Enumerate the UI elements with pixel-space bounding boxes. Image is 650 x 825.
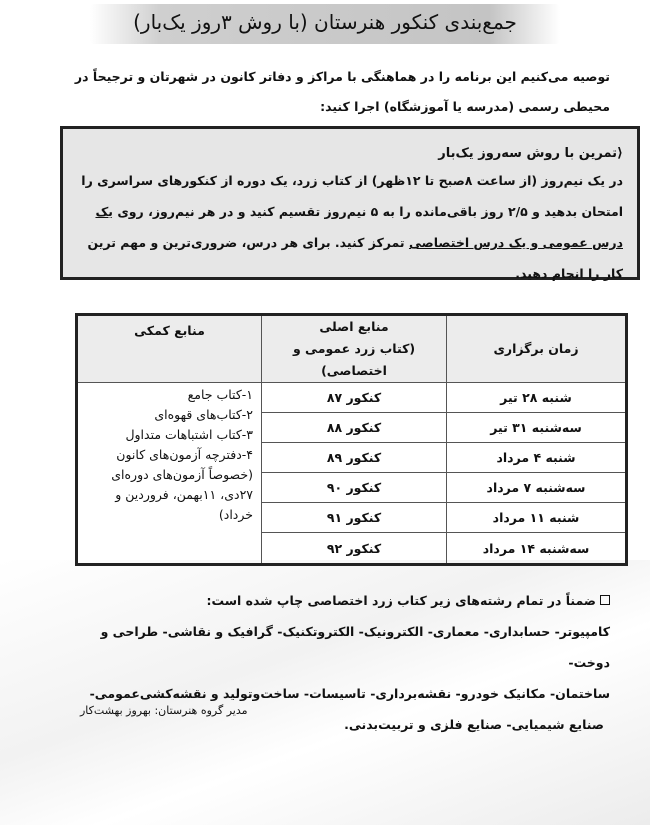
date-cell: شنبه ۴ مرداد [447,443,627,473]
source-cell: کنکور ۹۰ [262,473,447,503]
header-main-source-title: منابع اصلی [319,319,389,334]
fields-note-heading [70,585,610,616]
method-heading [77,143,623,165]
fields-line: کامپیوتر- حسابداری- معماری- الکترونیک- الکتروتکنیک- گرافیک و نقاشی- طراحی و دوخت- [100,624,610,670]
method-text-underlined: یک درس عمومی و یک درس اختصاصی [95,204,623,250]
method-box [60,126,640,280]
date-cell: سه‌شنبه ۱۴ مرداد [447,533,627,565]
source-cell: کنکور ۸۹ [262,443,447,473]
arrow-icon: ⟨ [617,146,623,161]
aux-item: ۴-دفترچه آزمون‌های کانون [116,447,253,462]
method-heading-text: تمرین با روش سه‌روز یک‌بار [438,146,618,161]
aux-item: ۱-کتاب جامع [187,387,253,402]
fields-line: ساختمان- مکانیک خودرو- نقشه‌برداری- تاسیسات- ساخت‌وتولید و نقشه‌کشی‌عمومی- [89,686,610,701]
aux-item: ۳-کتاب اشتباهات متداول [125,427,253,442]
source-cell: کنکور ۸۸ [262,413,447,443]
header-date: زمان برگزاری [447,315,627,383]
source-cell: کنکور ۹۲ [262,533,447,565]
source-cell: کنکور ۹۱ [262,503,447,533]
signature: مدیر گروه هنرستان: بهروز بهشت‌کار [80,704,248,717]
aux-item: ۲-کتاب‌های قهوه‌ای [154,407,253,422]
aux-cell [77,383,262,565]
date-cell: شنبه ۱۱ مرداد [447,503,627,533]
method-text [77,165,623,289]
method-text-b: تمرکز کنید. برای هر درس، ضروری‌ترین و مهم ترین کار را انجام دهید. [87,235,623,281]
date-cell: سه‌شنبه ۳۱ تیر [447,413,627,443]
method-text-a: در یک نیم‌روز (از ساعت ۸صبح تا ۱۲ظهر) از کتاب زرد، یک دوره از کنکورهای سراسری را امتحان بدهید و ۲/۵ روز باقی‌مانده را به ۵ نیم‌روز تقسیم کنید و در هر نیم‌روز، روی [81,173,623,219]
page-title: جمع‌بندی کنکور هنرستان (با روش ۳روز یک‌بار) [133,10,517,34]
note-heading-text: ضمناً در تمام رشته‌های زیر کتاب زرد اختصاصی چاپ شده است: [206,593,596,608]
header-main-source [262,315,447,383]
aux-item: (خصوصاً آزمون‌های دوره‌ای [111,467,253,482]
source-cell: کنکور ۸۷ [262,383,447,413]
date-cell: شنبه ۲۸ تیر [447,383,627,413]
header-main-source-sub: (کتاب زرد عمومی و اختصاصی) [292,341,416,378]
aux-item: ۲۷دی، ۱۱بهمن، فروردین و خرداد) [115,487,253,522]
header-aux: منابع کمکی [77,315,262,383]
table-row [77,383,627,413]
checkbox-icon [600,595,610,605]
date-cell: سه‌شنبه ۷ مرداد [447,473,627,503]
schedule-table [75,313,628,566]
fields-line: صنایع شیمیایی- صنایع فلزی و تربیت‌بدنی. [344,717,604,732]
intro-paragraph: توصیه می‌کنیم این برنامه را در هماهنگی با مراکز و دفاتر کانون در شهرتان و ترجیحاً در محیطی رسمی (مدرسه یا آموزشگاه) اجرا کنید: [74,69,610,114]
